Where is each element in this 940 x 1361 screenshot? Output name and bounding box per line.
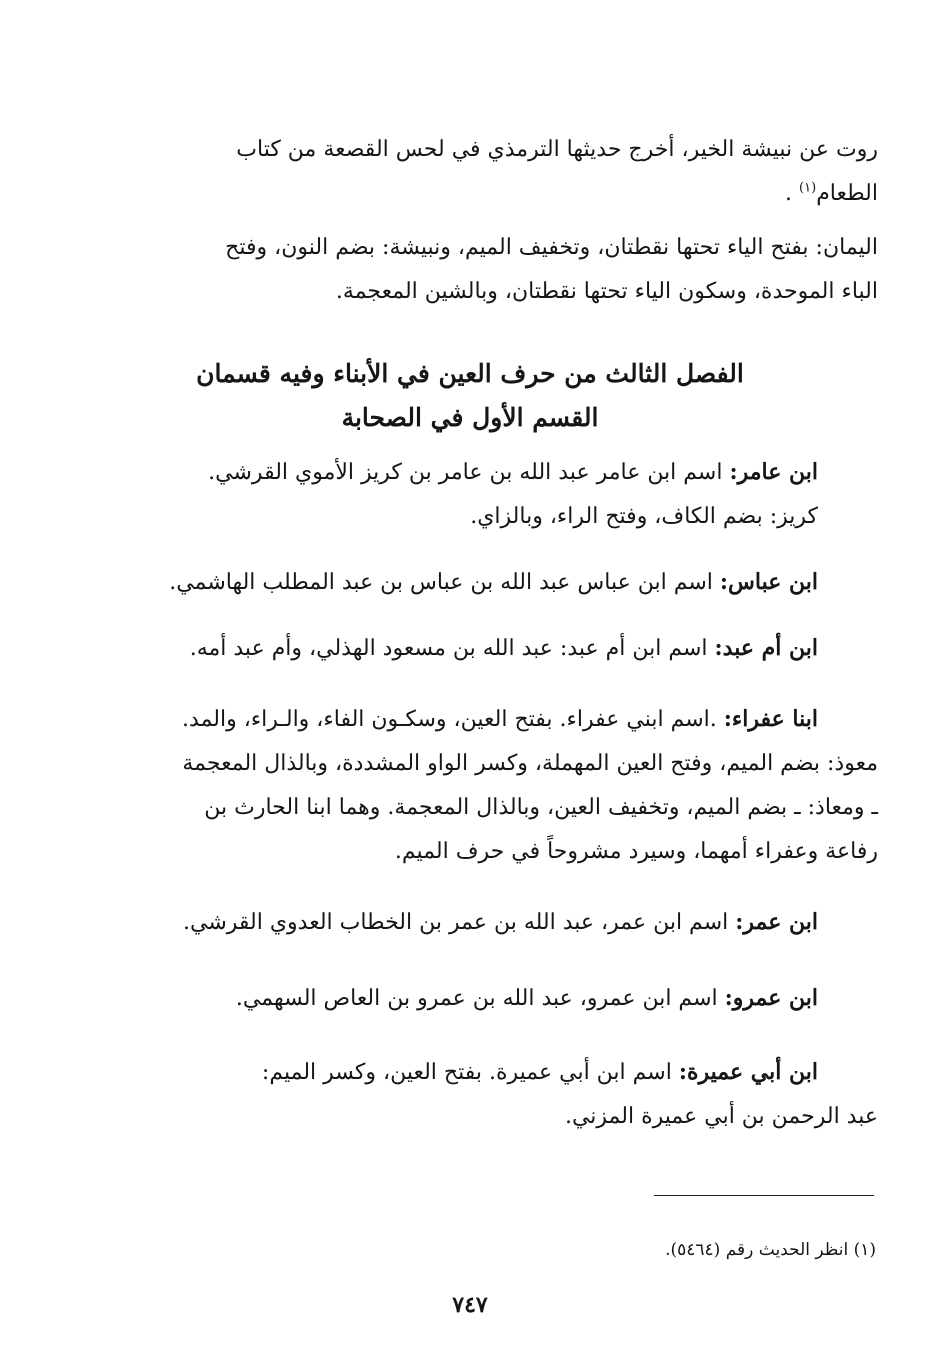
entry-head: ابنا عفراء: — [723, 706, 818, 732]
entry-ibn-abi-umayra-line-2: عبد الرحمن بن أبي عميرة المزني. — [564, 1104, 878, 1129]
top-paragraph-line-1: روت عن نبيشة الخير، أخرج حديثها الترمذي في لحس القصعة من كتاب — [236, 137, 878, 162]
entry-kurayz-line — [130, 495, 878, 539]
entry-text: اسم ابن أم عبد: عبد الله بن مسعود الهذلي، وأم عبد أمه. — [189, 636, 708, 661]
entry-ibna-afra-line-4: رفاعة وعفراء أمهما، وسيرد مشروحاً في حرف الميم. — [394, 839, 878, 864]
entry-text: اسم ابن أبي عميرة. بفتح العين، وكسر الميم: — [261, 1060, 672, 1085]
entry-ibn-amir-line — [130, 450, 878, 495]
entry-text: .اسم ابني عفراء. بفتح العين، وسكـون الفاء، والـراء، والمد. — [182, 707, 717, 732]
entry-head: ابن عامر: — [729, 459, 818, 485]
entry-text: اسم ابن عمر، عبد الله بن عمر بن الخطاب العدوي القرشي. — [182, 910, 729, 935]
entry-ibna-afra — [130, 697, 878, 874]
entry-ibn-umm-abd — [130, 626, 878, 671]
section-title: القسم الأول في الصحابة — [341, 403, 599, 432]
entry-ibn-umar — [130, 900, 878, 945]
entry-text: كريز: بضم الكاف، وفتح الراء، وبالزاي. — [470, 504, 818, 529]
yaman-paragraph — [130, 226, 878, 314]
entry-ibn-umm-abd-line — [130, 626, 878, 671]
entry-head: ابن عباس: — [719, 569, 818, 595]
top-paragraph — [130, 128, 878, 216]
entry-ibn-abbas — [130, 560, 878, 605]
yaman-paragraph-line-2: الباء الموحدة، وسكون الياء تحتها نقطتان، وبالشين المعجمة. — [335, 279, 878, 304]
entry-head: ابن أبي عميرة: — [678, 1059, 818, 1085]
entry-ibna-afra-line-2: معوذ: بضم الميم، وفتح العين المهملة، وكسر الواو المشددة، وبالذال المعجمة — [182, 751, 878, 776]
entry-ibn-abi-umayra-line-1 — [130, 1050, 878, 1095]
page-number: ٧٤٧ — [452, 1292, 488, 1318]
entry-ibn-umar-line — [130, 900, 878, 945]
entry-ibna-afra-line-1 — [130, 697, 878, 742]
yaman-paragraph-line-1: اليمان: بفتح الياء تحتها نقطتان، وتخفيف الميم، ونبيشة: بضم النون، وفتح — [225, 235, 878, 260]
footnote-marker: (١) — [799, 180, 817, 196]
entry-head: ابن أم عبد: — [714, 635, 818, 661]
entry-ibn-amr-line — [130, 976, 878, 1021]
top-paragraph-line-2: الطعام$^{(١)}$ . — [785, 180, 878, 206]
chapter-title: الفصل الثالث من حرف العين في الأبناء وفيه قسمان — [196, 359, 744, 388]
footnote-divider — [654, 1195, 874, 1196]
entry-ibna-afra-line-3: ـ ومعاذ: ـ بضم الميم، وتخفيف العين، وبالذال المعجمة. وهما ابنا الحارث بن — [204, 795, 878, 820]
entry-head: ابن عمر: — [735, 909, 818, 935]
entry-text: اسم ابن عمرو، عبد الله بن عمرو بن العاص السهمي. — [235, 986, 718, 1011]
entry-head: ابن عمرو: — [724, 985, 818, 1011]
entry-text: اسم ابن عامر عبد الله بن عامر بن كريز الأموي القرشي. — [208, 460, 723, 485]
footnote: (١) انظر الحديث رقم (٥٤٦٤). — [665, 1240, 876, 1260]
entry-ibn-abbas-line — [130, 560, 878, 605]
entry-ibn-amir — [130, 450, 878, 539]
entry-text: اسم ابن عباس عبد الله بن عباس بن عبد المطلب الهاشمي. — [169, 570, 713, 595]
entry-ibn-amr — [130, 976, 878, 1021]
entry-ibn-abi-umayra — [130, 1050, 878, 1139]
